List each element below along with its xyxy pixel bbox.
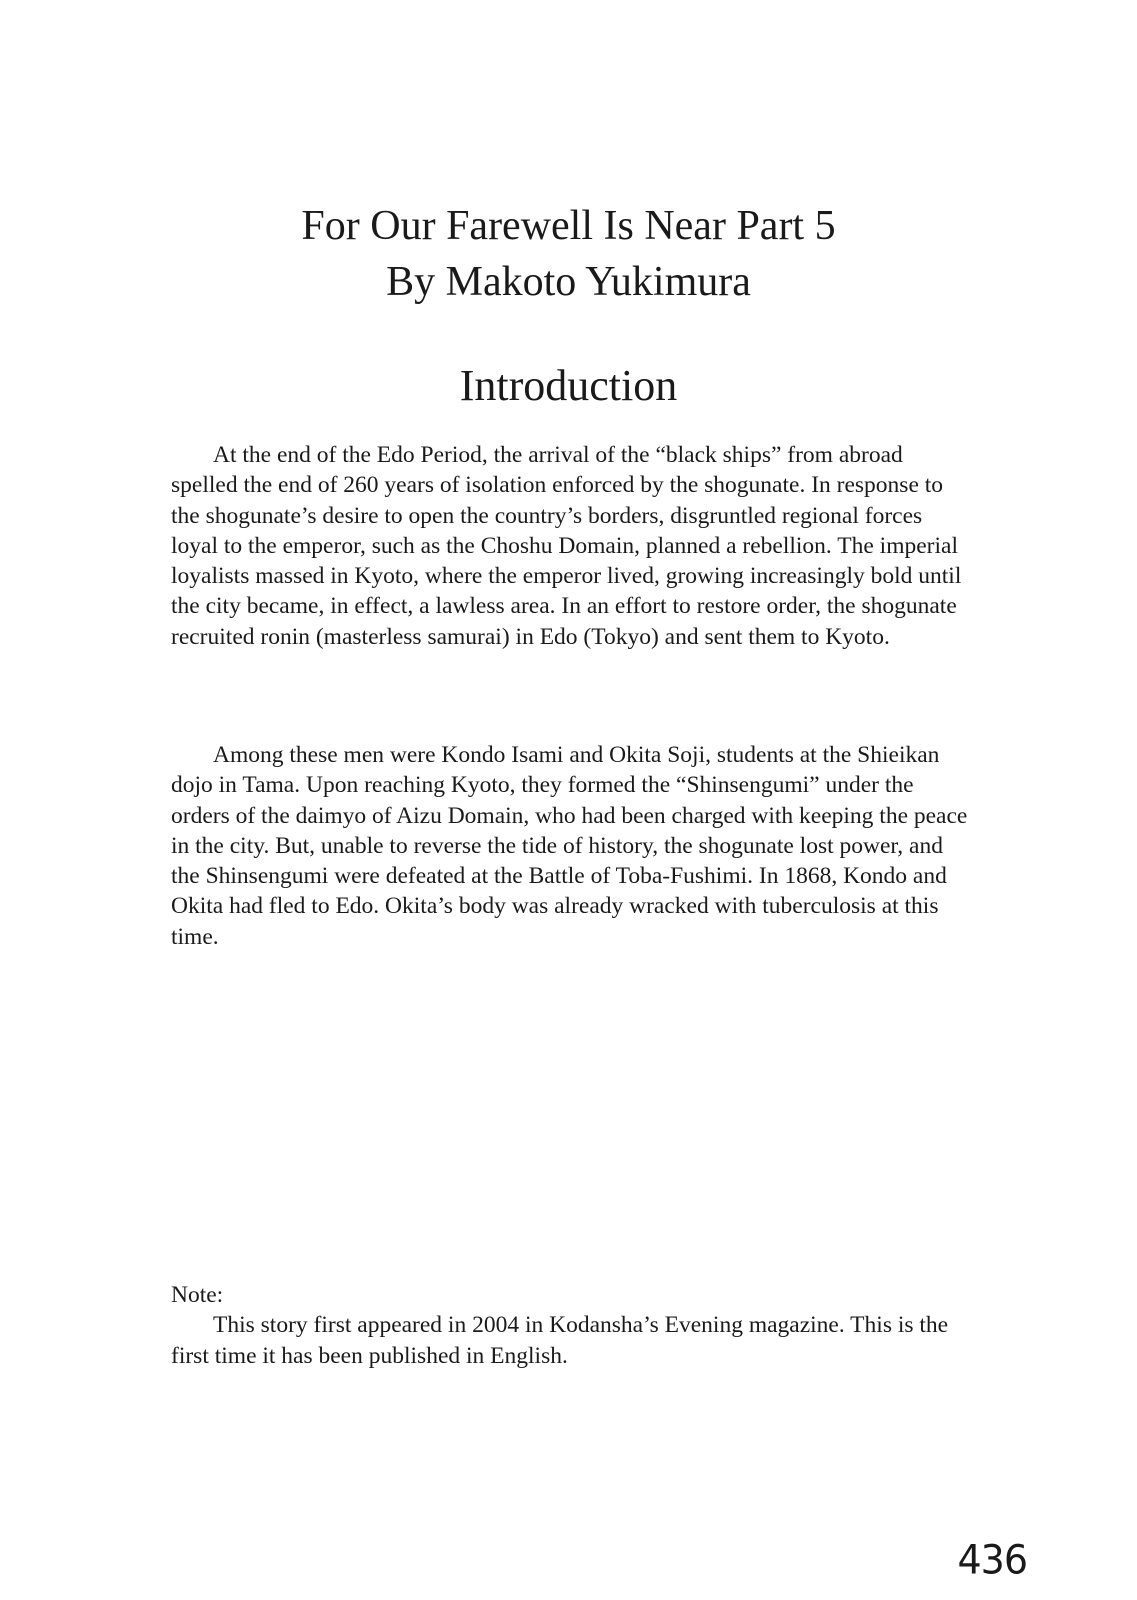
story-author: By Makoto Yukimura xyxy=(386,259,751,305)
section-heading: Introduction xyxy=(459,361,678,410)
intro-paragraph-1: At the end of the Edo Period, the arrival of the “black ships” from abroad spelled the end of 260 years of isolation enforced by the shogunate. In response to the shogunate’s desire to open the country’s borders, disgruntled regional forces loyal to the emperor, such as the Choshu Domain, planned a rebellion. The imperial loyalists massed in Kyoto, where the emperor lived, growing increasingly bold until the city became, in effect, a lawless area. In an effort to restore order, the shogunate recruited ronin (masterless samurai) in Edo (Tokyo) and sent them to Kyoto. xyxy=(171,442,962,650)
page-number: 436 xyxy=(957,1536,1027,1584)
note-text: This story first appeared in 2004 in Kodansha’s Evening magazine. This is the first time it has been published in English. xyxy=(171,1312,949,1369)
intro-paragraph-2: Among these men were Kondo Isami and Okita Soji, students at the Shieikan dojo in Tama. Upon reaching Kyoto, they formed the “Shinsengumi” under the orders of the daimyo of Aizu Domain, who had been charged with keeping the peace in the city. But, unable to reverse the tide of history, the shogunate lost power, and the Shinsengumi were defeated at the Battle of Toba-Fushimi. In 1868, Kondo and Okita had fled to Edo. Okita’s body was already wracked with tuberculosis at this time. xyxy=(171,742,968,950)
note-label: Note: xyxy=(171,1282,224,1308)
story-title: For Our Farewell Is Near Part 5 xyxy=(301,203,836,249)
note-block xyxy=(171,1280,971,1371)
intro-paragraph-1-container xyxy=(171,440,971,652)
title-block xyxy=(0,198,1137,310)
intro-paragraph-2-container xyxy=(171,740,971,952)
